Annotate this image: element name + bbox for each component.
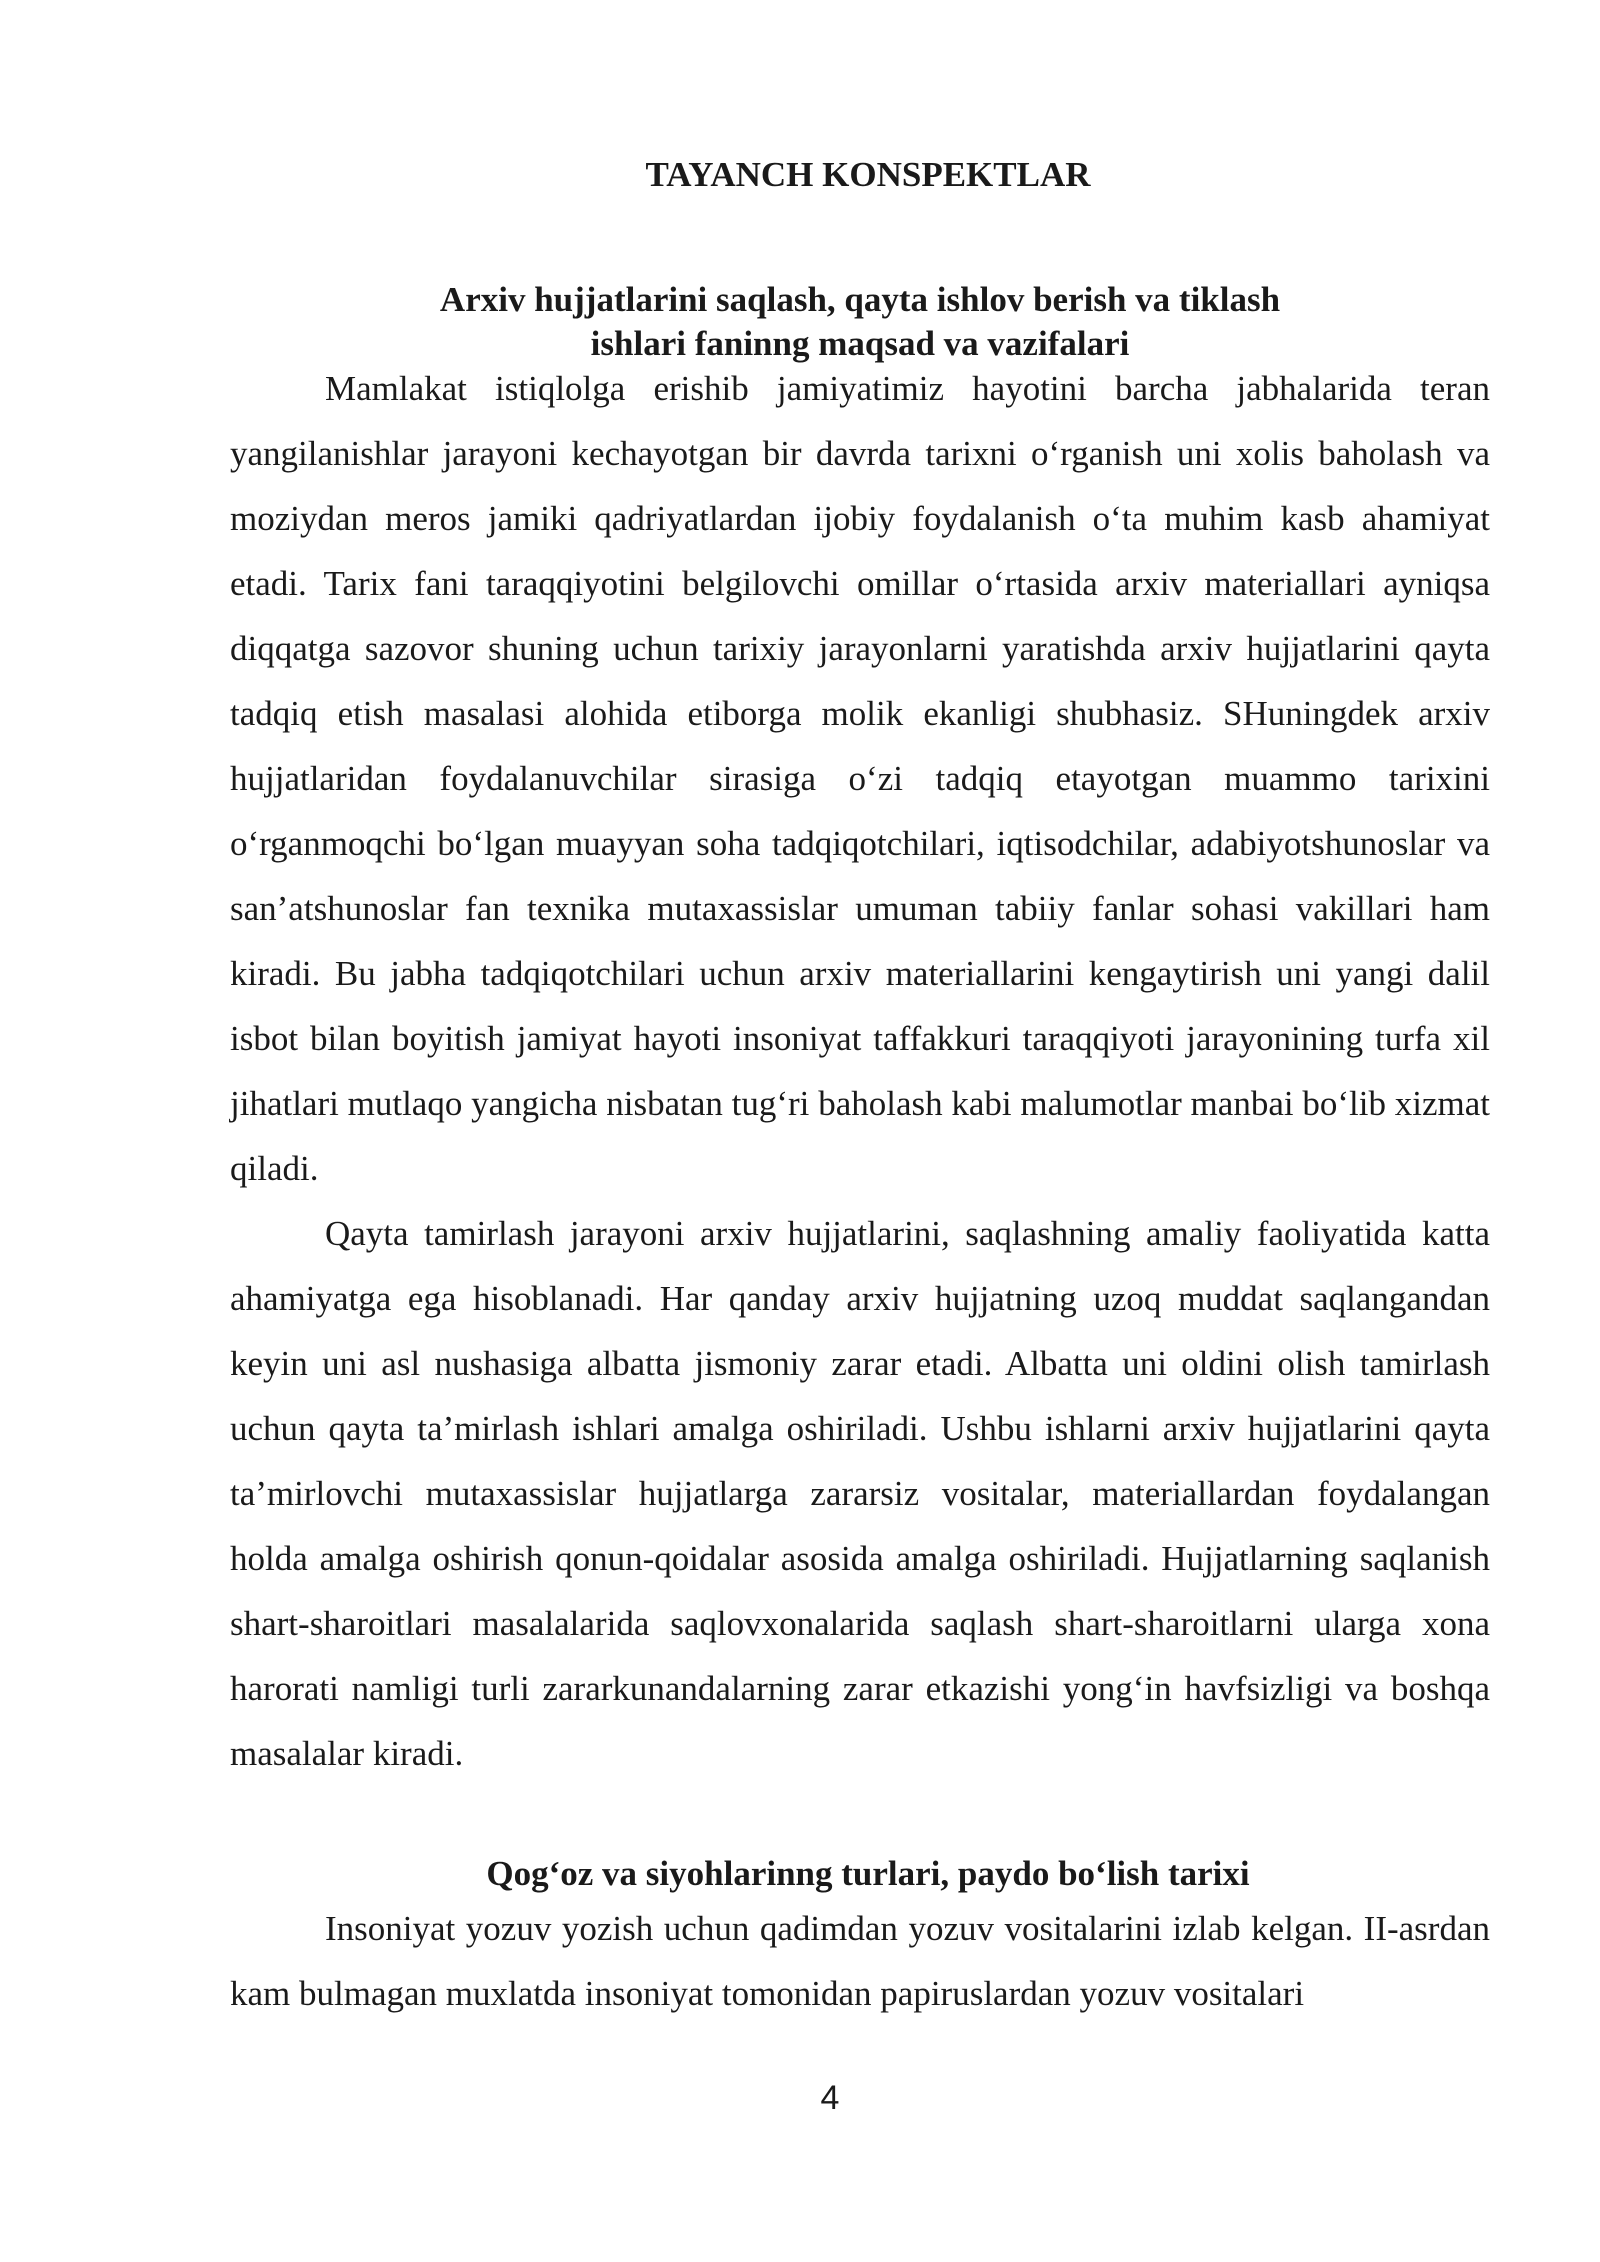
paragraph: Qayta tamirlash jarayoni arxiv hujjatlarini, saqlashning amaliy faoliyatida katta ahamiyatga ega hisoblanadi. Har qanday arxiv hujjatning uzoq muddat saqlangandan keyin uni asl nushasiga albatta jismoniy zarar etadi. Albatta uni oldini olish tamirlash uchun qayta ta’mirlash ishlari amalga oshiriladi. Ushbu ishlarni arxiv hujjatlarini qayta ta’mirlovchi mutaxassislar hujjatlarga zararsiz vositalar, materiallardan foydalangan holda amalga oshirish qonun-qoidalar asosida amalga oshiriladi. Hujjatlarning saqlanish shart-sharoitlari masalalarida saqlovxonalarida saqlash shart-sharoitlarni ularga xona harorati namligi turli zararkunandalarning zarar etkazishi yong‘in havfsizligi va boshqa masalalar kiradi. bbox=[230, 1214, 1490, 1773]
document-title: TAYANCH KONSPEKTLAR bbox=[645, 155, 1091, 194]
section-archive-goals bbox=[230, 278, 1490, 1786]
section-heading bbox=[230, 1852, 1490, 1896]
page-content bbox=[230, 150, 1490, 2026]
section-heading bbox=[230, 278, 1490, 366]
section-heading-line: Qog‘oz va siyohlarinng turlari, paydo bo‘lish tarixi bbox=[486, 1854, 1250, 1893]
paragraph: Mamlakat istiqlolga erishib jamiyatimiz hayotini barcha jabhalarida teran yangilanishlar jarayoni kechayotgan bir davrda tarixni o‘rganish uni xolis baholash va moziydan meros jamiki qadriyatlardan ijobiy foydalanish o‘ta muhim kasb ahamiyat etadi. Tarix fani taraqqiyotini belgilovchi omillar o‘rtasida arxiv materiallari ayniqsa diqqatga sazovor shuning uchun tarixiy jarayonlarni yaratishda arxiv hujjatlarini qayta tadqiq etish masalasi alohida etiborga molik ekanligi shubhasiz. SHuningdek arxiv hujjatlaridan foydalanuvchilar sirasiga o‘zi tadqiq etayotgan muammo tarixini o‘rganmoqchi bo‘lgan muayyan soha tadqiqotchilari, iqtisodchilar, adabiyotshunoslar va san’atshunoslar fan texnika mutaxassislar umuman tabiiy fanlar sohasi vakillari ham kiradi. Bu jabha tadqiqotchilari uchun arxiv materiallarini kengaytirish uni yangi dalil isbot bilan boyitish jamiyat hayoti insoniyat taffakkuri taraqqiyoti jarayonining turfa xil jihatlari mutlaqo yangicha nisbatan tug‘ri baholash kabi malumotlar manbai bo‘lib xizmat qiladi. bbox=[230, 369, 1490, 1188]
paragraph: Insoniyat yozuv yozish uchun qadimdan yozuv vositalarini izlab kelgan. II-asrdan kam bulmagan muxlatda insoniyat tomonidan papiruslardan yozuv vositalari bbox=[230, 1909, 1490, 2013]
section-paper-ink-history bbox=[230, 1852, 1490, 2026]
section-heading-line: ishlari faninng maqsad va vazifalari bbox=[590, 324, 1130, 363]
page-number: 4 bbox=[820, 2079, 840, 2117]
section-heading-line: Arxiv hujjatlarini saqlash, qayta ishlov berish va tiklash bbox=[439, 280, 1281, 319]
